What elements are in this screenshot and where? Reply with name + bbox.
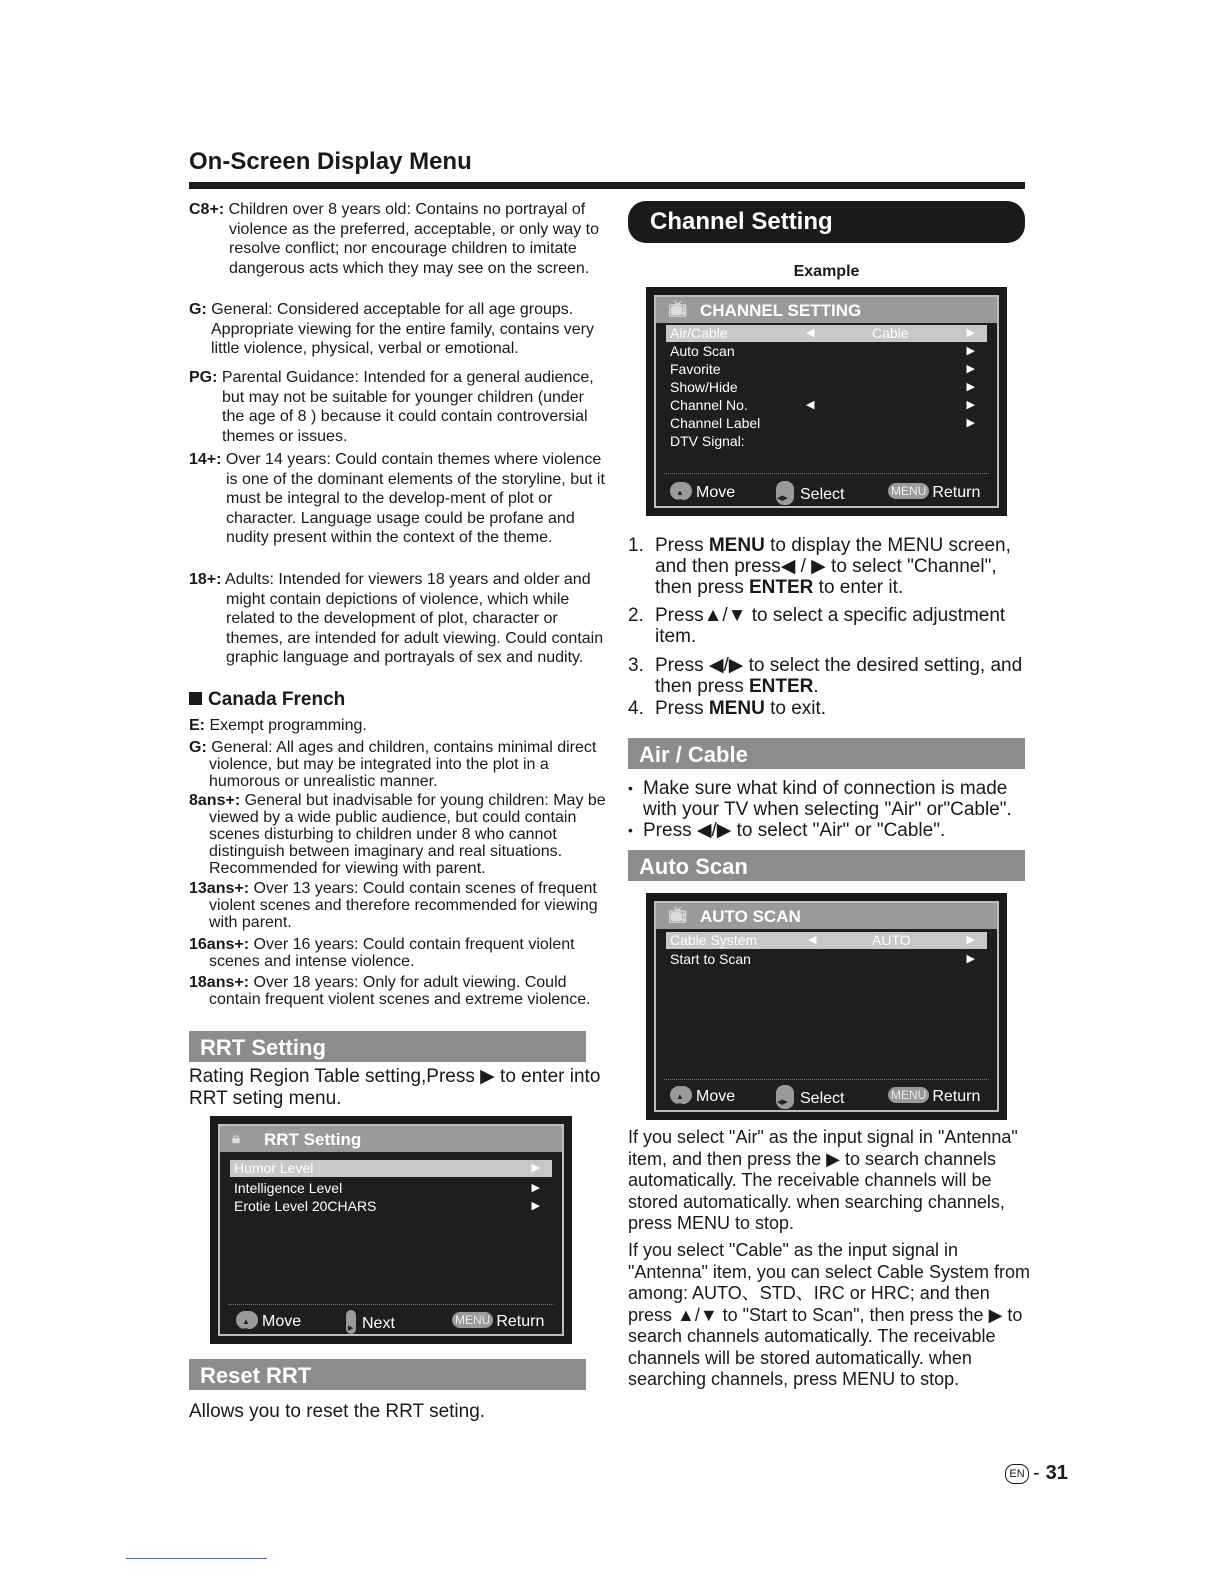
arrow-right-icon: ▶ <box>531 1182 540 1194</box>
fr-rating-13: 13ans+: Over 13 years: Could contain scenes of frequent violent scenes and therefore recommended for viewing with parent. <box>189 880 598 931</box>
auto-scan-para-cable: If you select "Cable" as the input signal in "Antenna" item, you can select Cable System from among: AUTO、STD、IRC or HRC; and then press ▲/▼ to "Start to Scan", then press the ▶ to search channels automatically. The receivable channels will be stored automatically. when searching channels, press MENU to stop. <box>628 1240 1030 1389</box>
osd-header: 📺︎ CHANNEL SETTING <box>656 297 997 323</box>
osd-row-show-hide[interactable]: Show/Hide ▶ <box>670 379 975 395</box>
move-hint: ▲ ▼Move <box>236 1310 301 1334</box>
select-hint: ◀▶ Select <box>776 481 844 507</box>
left-right-icon <box>776 1085 794 1109</box>
bullet-item: • Make sure what kind of connection is made with your TV when selecting "Air" or"Cable". <box>628 778 1033 820</box>
tv-icon: 📺︎ <box>668 907 688 924</box>
arrow-right-icon: ▶ <box>531 1162 540 1174</box>
air-cable-heading: Air / Cable <box>628 738 1025 769</box>
page-title: On-Screen Display Menu <box>189 148 472 175</box>
fr-rating-16: 16ans+: Over 16 years: Could contain frequent violent scenes and intense violence. <box>189 936 575 970</box>
rrt-setting-heading: RRT Setting <box>189 1031 586 1062</box>
right-key-icon <box>346 1310 356 1334</box>
rating-c8 <box>189 200 609 278</box>
arrow-right-icon: ▶ <box>966 934 975 946</box>
rating-text: General: Considered acceptable for all age groups. Appropriate viewing for the entire family, contains very little violence, physical, verbal or emotional. <box>211 301 594 357</box>
osd-row-air-cable[interactable]: Air/Cable ◀ Cable ▶ <box>666 325 987 342</box>
fr-rating-8: 8ans+: General but inadvisable for young children: May be viewed by a wide public audience, but could contain scenes disturbing to children under 8 who cannot distinguish between imaginary and real situations. Recommended for viewing with parent. <box>189 792 606 877</box>
selected-value: AUTO <box>872 932 911 948</box>
arrow-left-icon: ◀ <box>806 327 815 339</box>
selected-value: Cable <box>872 325 909 341</box>
move-hint: ▲ ▼Move <box>670 1085 735 1109</box>
step-2: 2. Press▲/▼ to select a specific adjustment item. <box>628 605 1006 647</box>
arrow-right-icon: ▶ <box>966 345 975 357</box>
osd-header: 🔒︎ RRT Setting <box>220 1126 562 1152</box>
osd-row-favorite[interactable]: Favorite ▶ <box>670 361 975 377</box>
arrow-left-icon: ◀ <box>808 934 817 946</box>
auto-scan-para-air: If you select "Air" as the input signal in "Antenna" item, and then press the ▶ to search channels automatically. The receivable channels will be stored automatically. when searching channels, press MENU to stop. <box>628 1127 1018 1233</box>
reset-rrt-text: Allows you to reset the RRT seting. <box>189 1401 486 1422</box>
rating-text: Parental Guidance: Intended for a general audience, but may not be suitable for younger children (under the age of 8 ) because it could contain controversial themes or issues. <box>221 369 594 445</box>
menu-key-icon: MENU <box>452 1312 493 1328</box>
arrow-right-icon: ▶ <box>966 363 975 375</box>
lock-icon: 🔒︎ <box>232 1130 240 1147</box>
arrow-right-icon: ▶ <box>531 1200 540 1212</box>
fr-rating-e: E: Exempt programming. <box>189 717 367 734</box>
osd-row-erotie[interactable]: Erotie Level 20CHARS ▶ <box>234 1198 540 1214</box>
move-hint: ▲ ▼Move <box>670 481 735 505</box>
rating-text: Children over 8 years old: Contains no portrayal of violence as the preferred, acceptable, or only way to resolve conflict; nor encourage children to imitate dangerous acts which they may see on the screen. <box>228 201 599 277</box>
title-rule <box>189 182 1025 189</box>
fr-rating-g: G: General: All ages and children, contains minimal direct violence, but may be integrated into the plot in a humorous or unrealistic manner. <box>189 739 597 790</box>
fr-rating-18: 18ans+: Over 18 years: Only for adult viewing. Could contain frequent violent scenes and extreme violence. <box>189 974 591 1008</box>
rating-code: C8+: <box>189 201 225 218</box>
arrow-right-icon: ▶ <box>966 399 975 411</box>
select-hint: ◀▶ Select <box>776 1085 844 1111</box>
osd-row-auto-scan[interactable]: Auto Scan ▶ <box>670 343 975 359</box>
rating-code: 14+: <box>189 451 222 468</box>
up-down-icon <box>236 1311 258 1329</box>
auto-scan-heading: Auto Scan <box>628 850 1025 881</box>
osd-row-start-scan[interactable]: Start to Scan ▶ <box>670 951 975 967</box>
arrow-right-icon: ▶ <box>966 953 975 965</box>
osd-divider <box>664 473 989 474</box>
tv-icon: 📺︎ <box>668 301 688 318</box>
return-hint: MENU Return <box>888 1085 980 1109</box>
return-hint: MENU Return <box>452 1310 544 1334</box>
step-4: 4. Press MENU to exit. <box>628 698 827 719</box>
osd-row-dtv-signal: DTV Signal: <box>670 433 745 449</box>
example-label: Example <box>793 263 860 280</box>
osd-row-channel-label[interactable]: Channel Label ▶ <box>670 415 975 431</box>
rating-14 <box>189 450 609 548</box>
osd-footer <box>220 1310 562 1334</box>
rating-18 <box>189 570 609 668</box>
rating-code: PG: <box>189 369 218 386</box>
language-badge: EN <box>1005 1464 1029 1484</box>
osd-divider <box>664 1079 989 1080</box>
arrow-right-icon: ▶ <box>966 381 975 393</box>
left-right-icon <box>776 481 794 505</box>
bullet-item: • Press ◀/▶ to select "Air" or "Cable". <box>628 820 1033 841</box>
rating-code: 18+: <box>189 571 222 588</box>
auto-scan-osd-panel <box>646 893 1007 1120</box>
channel-setting-heading: Channel Setting <box>628 201 1025 243</box>
osd-footer <box>656 481 997 505</box>
osd-row-cable-system[interactable]: Cable System ◀ AUTO ▶ <box>666 932 987 949</box>
canada-french-heading: Canada French <box>189 689 345 711</box>
arrow-left-icon: ◀ <box>806 399 815 411</box>
osd-row-channel-no[interactable]: Channel No. ◀ ▶ <box>670 397 975 413</box>
menu-key-icon: MENU <box>888 1087 929 1103</box>
up-down-icon <box>670 1086 692 1104</box>
osd-row-intelligence[interactable]: Intelligence Level ▶ <box>234 1180 540 1196</box>
channel-osd-panel <box>646 287 1007 516</box>
rating-g <box>189 300 609 359</box>
rrt-setting-text: Rating Region Table setting,Press ▶ to enter into RRT seting menu. <box>189 1066 601 1109</box>
return-hint: MENU Return <box>888 481 980 505</box>
osd-header: 📺︎ AUTO SCAN <box>656 903 997 929</box>
rating-text: Over 14 years: Could contain themes where violence is one of the dominant elements of the storyline, but it must be integral to the develop-ment of plot or character. Language usage could be profane and nudity present within the context of the theme. <box>225 451 605 546</box>
step-3: 3. Press ◀/▶ to select the desired setting, and then press ENTER. <box>628 655 1023 697</box>
up-down-icon <box>670 482 692 500</box>
rrt-osd-panel <box>210 1116 572 1344</box>
osd-footer <box>656 1085 997 1109</box>
step-1: 1. Press MENU to display the MENU screen, and then press◀ / ▶ to select "Channel", then press ENTER to enter it. <box>628 535 1011 598</box>
rating-code: G: <box>189 301 207 318</box>
square-bullet-icon <box>189 692 202 705</box>
page-number: EN - 31 <box>1005 1462 1068 1485</box>
next-hint: ▶ Next <box>346 1310 395 1336</box>
osd-divider <box>228 1304 554 1305</box>
menu-key-icon: MENU <box>888 483 929 499</box>
arrow-right-icon: ▶ <box>966 417 975 429</box>
osd-row-humor[interactable]: Humor Level ▶ <box>230 1160 552 1177</box>
air-cable-bullets <box>628 778 1033 841</box>
footer-link-underline <box>126 1558 267 1559</box>
reset-rrt-heading: Reset RRT <box>189 1359 586 1390</box>
rating-pg <box>189 368 609 446</box>
rating-text: Adults: Intended for viewers 18 years and older and might contain depictions of violence, which while related to the development of plot, character or themes, are intended for adult viewing. Could contain graphic language and portrayals of sex and nudity. <box>225 571 604 666</box>
arrow-right-icon: ▶ <box>966 327 975 339</box>
